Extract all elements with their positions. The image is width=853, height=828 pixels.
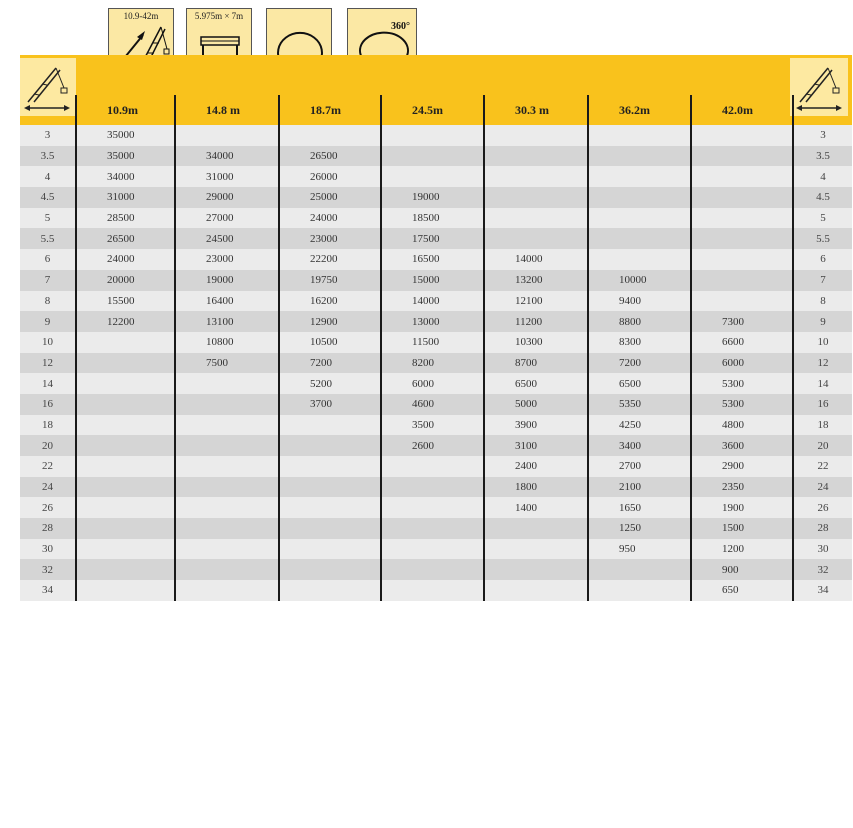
radius-cell-right: 24 [793,477,852,498]
radius-cell-right: 3.5 [793,146,852,167]
load-cell: 11500 [381,332,484,353]
load-cell [691,208,793,229]
radius-cell-right: 6 [793,249,852,270]
load-cell: 11200 [484,311,588,332]
col-header: 18.7m [279,95,381,125]
load-cell: 1250 [588,518,691,539]
load-cell: 15000 [381,270,484,291]
load-cell [691,291,793,312]
table-row [20,353,852,374]
radius-cell-right: 20 [793,435,852,456]
load-cell [381,580,484,601]
table-body [20,125,852,601]
table-row [20,497,852,518]
load-cell: 12900 [279,311,381,332]
load-cell [76,497,175,518]
load-cell: 3600 [691,435,793,456]
radius-cell-left: 7 [20,270,76,291]
load-cell [381,518,484,539]
load-cell: 13200 [484,270,588,291]
load-cell: 14000 [484,249,588,270]
load-cell: 4800 [691,415,793,436]
load-cell: 2900 [691,456,793,477]
table-row [20,146,852,167]
load-cell [484,208,588,229]
radius-cell-right: 18 [793,415,852,436]
load-cell: 20000 [76,270,175,291]
load-cell: 26000 [279,166,381,187]
radius-cell-left: 3.5 [20,146,76,167]
radius-cell-right: 8 [793,291,852,312]
load-cell: 26500 [279,146,381,167]
radius-cell-left: 16 [20,394,76,415]
load-cell [175,125,279,146]
radius-cell-left: 30 [20,539,76,560]
radius-cell-left: 8 [20,291,76,312]
load-chart-table [20,95,852,601]
load-cell: 23000 [175,249,279,270]
load-cell: 8800 [588,311,691,332]
radius-cell-left: 26 [20,497,76,518]
load-cell: 35000 [76,146,175,167]
load-cell [588,249,691,270]
load-cell [279,518,381,539]
table-row [20,373,852,394]
load-cell [76,456,175,477]
load-cell [279,435,381,456]
load-cell [76,518,175,539]
load-cell [691,125,793,146]
radius-cell-right: 4.5 [793,187,852,208]
radius-cell-left: 4 [20,166,76,187]
load-cell [588,228,691,249]
load-cell [381,456,484,477]
load-cell [484,228,588,249]
radius-cell-right: 22 [793,456,852,477]
outrigger-span-label: 5.975m × 7m [194,11,244,21]
load-cell: 27000 [175,208,279,229]
slew-label: 360° [391,21,410,32]
table-row [20,249,852,270]
load-cell: 5350 [588,394,691,415]
load-cell: 10800 [175,332,279,353]
radius-cell-right: 28 [793,518,852,539]
table-row [20,394,852,415]
col-header: 30.3 m [484,95,588,125]
radius-cell-left: 28 [20,518,76,539]
radius-cell-right: 34 [793,580,852,601]
load-cell: 24000 [76,249,175,270]
load-cell [381,497,484,518]
load-cell [279,415,381,436]
table-row [20,332,852,353]
load-cell [381,125,484,146]
load-cell: 13100 [175,311,279,332]
load-cell: 2600 [381,435,484,456]
radius-cell-left: 18 [20,415,76,436]
load-cell: 6000 [381,373,484,394]
load-cell: 8700 [484,353,588,374]
load-cell [76,332,175,353]
radius-cell-left: 14 [20,373,76,394]
load-cell: 6600 [691,332,793,353]
load-cell: 2700 [588,456,691,477]
load-cell [175,394,279,415]
table-row [20,539,852,560]
load-cell: 8200 [381,353,484,374]
load-cell [175,456,279,477]
load-cell: 4250 [588,415,691,436]
load-cell [691,270,793,291]
load-cell: 5200 [279,373,381,394]
table-row [20,166,852,187]
load-cell [175,539,279,560]
table-row [20,580,852,601]
load-cell: 3100 [484,435,588,456]
table-row [20,518,852,539]
table-row [20,477,852,498]
load-cell: 24500 [175,228,279,249]
radius-cell-right: 12 [793,353,852,374]
load-cell: 3900 [484,415,588,436]
table-row [20,456,852,477]
load-cell: 19000 [381,187,484,208]
load-cell [279,539,381,560]
load-cell [381,166,484,187]
radius-cell-left: 9 [20,311,76,332]
load-cell: 26500 [76,228,175,249]
load-cell: 6000 [691,353,793,374]
load-cell: 6500 [484,373,588,394]
load-cell: 1900 [691,497,793,518]
load-cell [175,497,279,518]
table-row [20,415,852,436]
load-cell [76,353,175,374]
load-cell: 10000 [588,270,691,291]
load-cell: 1200 [691,539,793,560]
load-cell [691,228,793,249]
load-cell [691,166,793,187]
load-cell [175,559,279,580]
radius-cell-right: 5.5 [793,228,852,249]
load-cell [76,539,175,560]
radius-cell-left: 6 [20,249,76,270]
load-cell [175,435,279,456]
load-cell: 22200 [279,249,381,270]
table-row [20,125,852,146]
radius-cell-right: 3 [793,125,852,146]
load-cell: 3400 [588,435,691,456]
load-cell [76,477,175,498]
load-cell: 1650 [588,497,691,518]
load-cell [381,559,484,580]
load-cell: 23000 [279,228,381,249]
load-cell [76,394,175,415]
load-cell [279,456,381,477]
radius-cell-left: 22 [20,456,76,477]
radius-cell-right: 5 [793,208,852,229]
load-cell: 15500 [76,291,175,312]
load-cell [381,539,484,560]
load-cell [381,146,484,167]
radius-cell-right: 4 [793,166,852,187]
load-cell [588,580,691,601]
load-cell [484,146,588,167]
col-header: 36.2m [588,95,691,125]
table-row [20,270,852,291]
boom-range-label: 10.9-42m [123,11,159,21]
load-cell [175,477,279,498]
load-cell [76,435,175,456]
load-cell: 17500 [381,228,484,249]
load-cell [588,146,691,167]
radius-cell-left: 34 [20,580,76,601]
radius-cell-right: 26 [793,497,852,518]
load-cell [279,580,381,601]
load-cell: 5300 [691,373,793,394]
load-cell [484,166,588,187]
radius-cell-left: 5.5 [20,228,76,249]
radius-cell-left: 3 [20,125,76,146]
load-cell: 2350 [691,477,793,498]
radius-cell-left: 10 [20,332,76,353]
load-cell [484,518,588,539]
load-cell [279,559,381,580]
load-cell [691,146,793,167]
table-row [20,291,852,312]
load-cell: 3500 [381,415,484,436]
load-cell: 2400 [484,456,588,477]
load-cell [76,373,175,394]
load-cell: 1500 [691,518,793,539]
load-cell [175,580,279,601]
load-cell [691,249,793,270]
load-cell [76,415,175,436]
load-cell: 12200 [76,311,175,332]
load-cell: 10500 [279,332,381,353]
table-row [20,559,852,580]
load-cell [588,208,691,229]
load-cell: 16200 [279,291,381,312]
load-cell: 650 [691,580,793,601]
load-cell: 19750 [279,270,381,291]
load-cell [484,539,588,560]
load-cell: 6500 [588,373,691,394]
load-cell: 10300 [484,332,588,353]
load-cell [76,580,175,601]
load-cell: 7300 [691,311,793,332]
load-cell: 900 [691,559,793,580]
table-row [20,311,852,332]
load-cell [175,518,279,539]
radius-cell-left: 12 [20,353,76,374]
load-cell: 950 [588,539,691,560]
load-cell [279,477,381,498]
table-row [20,208,852,229]
radius-cell-left: 20 [20,435,76,456]
radius-cell-left: 4.5 [20,187,76,208]
radius-cell-left: 24 [20,477,76,498]
load-cell: 13000 [381,311,484,332]
load-cell [279,125,381,146]
radius-cell-right: 14 [793,373,852,394]
table-row [20,228,852,249]
load-cell: 4600 [381,394,484,415]
load-cell [484,559,588,580]
load-cell: 3700 [279,394,381,415]
col-header: 42.0m [691,95,793,125]
radius-cell-right: 16 [793,394,852,415]
load-cell: 35000 [76,125,175,146]
header-row [20,95,852,125]
load-cell: 7200 [588,353,691,374]
load-cell: 16500 [381,249,484,270]
load-cell [175,415,279,436]
load-cell [588,166,691,187]
load-cell [588,559,691,580]
load-cell [484,187,588,208]
radius-header-left [20,95,76,125]
col-header: 10.9m [76,95,175,125]
load-cell: 1400 [484,497,588,518]
radius-cell-right: 32 [793,559,852,580]
load-cell [76,559,175,580]
load-cell: 14000 [381,291,484,312]
load-cell [484,580,588,601]
load-cell: 16400 [175,291,279,312]
load-cell: 25000 [279,187,381,208]
load-cell: 7200 [279,353,381,374]
table-row [20,435,852,456]
load-cell [484,125,588,146]
radius-header-right [793,95,852,125]
load-cell [588,125,691,146]
load-cell: 24000 [279,208,381,229]
load-cell [175,373,279,394]
load-cell: 5000 [484,394,588,415]
radius-cell-right: 7 [793,270,852,291]
radius-cell-right: 30 [793,539,852,560]
load-cell: 9400 [588,291,691,312]
radius-cell-right: 10 [793,332,852,353]
load-cell: 18500 [381,208,484,229]
col-header: 14.8 m [175,95,279,125]
load-cell: 29000 [175,187,279,208]
load-cell: 12100 [484,291,588,312]
load-cell: 5300 [691,394,793,415]
col-header: 24.5m [381,95,484,125]
load-cell: 31000 [76,187,175,208]
load-cell: 7500 [175,353,279,374]
load-cell [381,477,484,498]
load-cell: 1800 [484,477,588,498]
radius-cell-right: 9 [793,311,852,332]
load-cell [279,497,381,518]
load-cell: 34000 [175,146,279,167]
load-cell: 31000 [175,166,279,187]
load-cell [691,187,793,208]
table-row [20,187,852,208]
radius-cell-left: 32 [20,559,76,580]
load-cell [588,187,691,208]
load-cell: 8300 [588,332,691,353]
load-cell: 28500 [76,208,175,229]
load-cell: 2100 [588,477,691,498]
load-cell: 19000 [175,270,279,291]
load-cell: 34000 [76,166,175,187]
radius-cell-left: 5 [20,208,76,229]
